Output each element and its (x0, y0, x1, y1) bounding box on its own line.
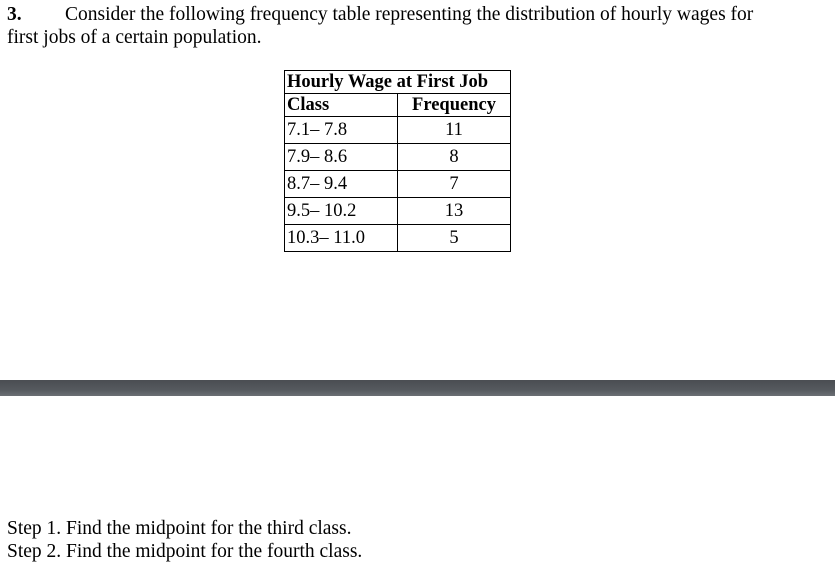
step-2: Step 2. Find the midpoint for the fourth class. (7, 541, 363, 562)
class-cell: 10.3– 11.0 (285, 225, 398, 252)
frequency-cell: 13 (398, 198, 511, 225)
steps-list (7, 517, 362, 563)
table-caption-row (285, 71, 511, 94)
table-row (285, 117, 511, 144)
frequency-table (284, 70, 511, 252)
frequency-header: Frequency (398, 94, 511, 117)
class-cell: 9.5– 10.2 (285, 198, 398, 225)
section-divider (0, 380, 835, 396)
question-line-1 (7, 3, 827, 26)
table-row (285, 198, 511, 225)
class-cell: 7.1– 7.8 (285, 117, 398, 144)
table-row (285, 144, 511, 171)
class-header: Class (285, 94, 398, 117)
question-number: 3. (7, 4, 22, 25)
question-text (7, 3, 827, 49)
table-row (285, 225, 511, 252)
table-caption: Hourly Wage at First Job (285, 71, 511, 94)
table-row (285, 171, 511, 198)
question-body: Consider the following frequency table representing the distribution of hourly wages for (65, 4, 754, 25)
step-1: Step 1. Find the midpoint for the third class. (7, 518, 352, 539)
frequency-cell: 11 (398, 117, 511, 144)
frequency-cell: 7 (398, 171, 511, 198)
class-cell: 8.7– 9.4 (285, 171, 398, 198)
frequency-cell: 8 (398, 144, 511, 171)
frequency-cell: 5 (398, 225, 511, 252)
table-header-row (285, 94, 511, 117)
question-line-2: first jobs of a certain population. (7, 27, 262, 48)
class-cell: 7.9– 8.6 (285, 144, 398, 171)
